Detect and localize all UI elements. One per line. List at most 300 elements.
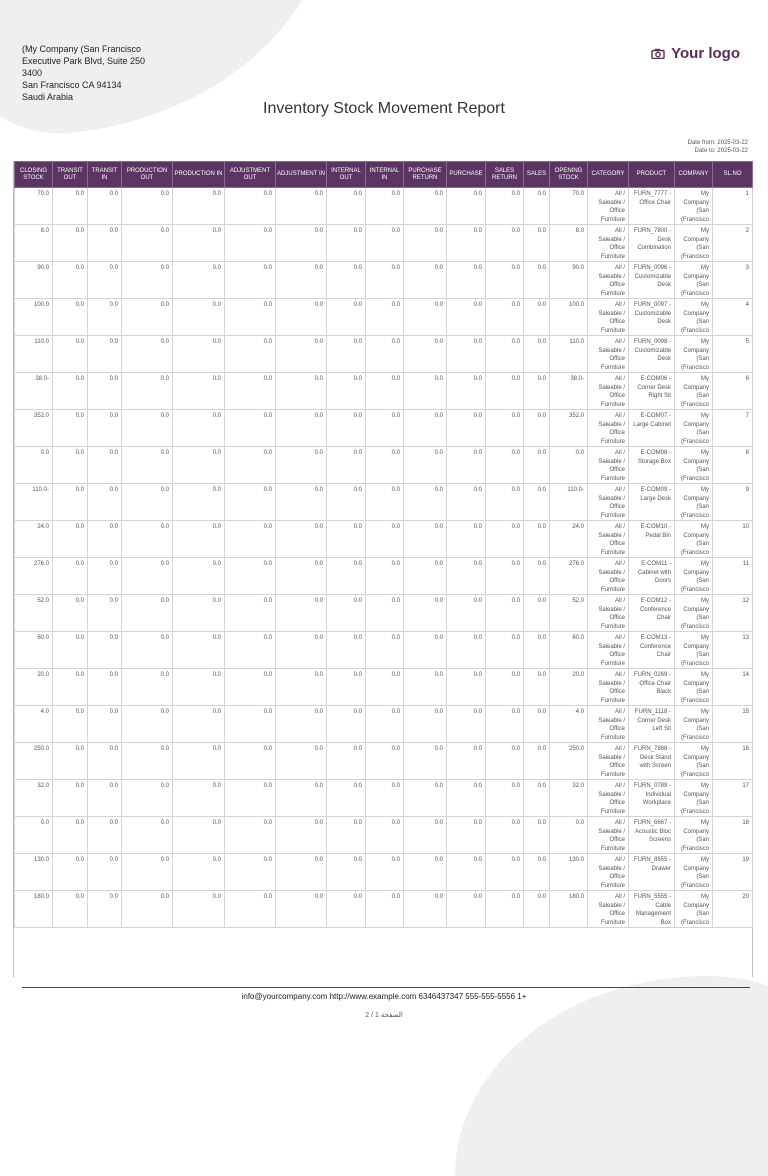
table-cell: 0.0 bbox=[524, 706, 550, 743]
table-cell: 0.0 bbox=[88, 780, 122, 817]
table-cell: 0.0 bbox=[173, 743, 225, 780]
table-cell: 20.0 bbox=[550, 669, 588, 706]
table-cell: 0.0 bbox=[173, 373, 225, 410]
table-cell: All / Saleable / Office Furniture bbox=[588, 891, 629, 928]
table-cell: 0.0 bbox=[276, 225, 327, 262]
table-cell: 0.0 bbox=[366, 447, 404, 484]
table-cell: 0.0 bbox=[173, 706, 225, 743]
table-cell: All / Saleable / Office Furniture bbox=[588, 447, 629, 484]
table-cell: 0.0 bbox=[366, 225, 404, 262]
table-cell: 0.0 bbox=[404, 595, 447, 632]
column-header: CLOSING STOCK bbox=[15, 162, 53, 188]
table-cell: 90.0 bbox=[15, 262, 53, 299]
table-cell: My Company (San (Francisco bbox=[675, 854, 713, 891]
table-cell: 0.0 bbox=[366, 780, 404, 817]
table-cell: 0.0 bbox=[524, 891, 550, 928]
table-cell: 38.0- bbox=[15, 373, 53, 410]
table-cell: 110.0- bbox=[15, 484, 53, 521]
column-header: SALES RETURN bbox=[486, 162, 524, 188]
table-cell: 0.0 bbox=[327, 817, 366, 854]
table-cell: 0.0 bbox=[276, 299, 327, 336]
table-cell: 0.0 bbox=[486, 447, 524, 484]
table-cell: 1 bbox=[713, 188, 753, 225]
table-cell: All / Saleable / Office Furniture bbox=[588, 188, 629, 225]
table-cell: 0.0 bbox=[53, 743, 88, 780]
table-cell: 0.0 bbox=[173, 854, 225, 891]
table-row bbox=[15, 262, 753, 299]
table-cell: 8.0 bbox=[15, 225, 53, 262]
table-cell: 0.0 bbox=[53, 262, 88, 299]
table-cell: 20 bbox=[713, 891, 753, 928]
table-cell: 0.0 bbox=[276, 262, 327, 299]
table-cell: 0.0 bbox=[53, 595, 88, 632]
company-address-line: Saudi Arabia bbox=[22, 92, 74, 102]
table-cell: 0.0 bbox=[447, 336, 486, 373]
table-cell: My Company (San (Francisco bbox=[675, 632, 713, 669]
table-cell: 0.0 bbox=[404, 669, 447, 706]
column-header: ADJUSTMENT IN bbox=[276, 162, 327, 188]
table-cell: 0.0 bbox=[276, 743, 327, 780]
table-cell: 0.0 bbox=[173, 410, 225, 447]
table-cell: 0.0 bbox=[524, 262, 550, 299]
table-cell: 52.0 bbox=[550, 595, 588, 632]
table-cell: 0.0 bbox=[225, 743, 276, 780]
table-cell: 0.0 bbox=[404, 817, 447, 854]
table-cell: 0.0 bbox=[366, 373, 404, 410]
table-cell: 0.0 bbox=[173, 299, 225, 336]
table-cell: All / Saleable / Office Furniture bbox=[588, 558, 629, 595]
table-cell: 0.0 bbox=[524, 225, 550, 262]
table-cell: My Company (San (Francisco bbox=[675, 410, 713, 447]
table-row bbox=[15, 299, 753, 336]
table-cell: 0.0 bbox=[173, 447, 225, 484]
table-cell: 130.0 bbox=[15, 854, 53, 891]
company-address-line: (My Company (San Francisco bbox=[22, 44, 142, 54]
table-cell: 0.0 bbox=[366, 521, 404, 558]
table-cell: 0.0 bbox=[53, 410, 88, 447]
table-cell: 0.0 bbox=[366, 669, 404, 706]
table-cell: 180.0 bbox=[15, 891, 53, 928]
table-cell: 0.0 bbox=[404, 447, 447, 484]
table-cell: FURN_5555 - Cable Management Box bbox=[629, 891, 675, 928]
table-cell: 16 bbox=[713, 743, 753, 780]
table-cell: 70.0 bbox=[550, 188, 588, 225]
table-cell: 0.0 bbox=[122, 780, 173, 817]
table-cell: 0.0 bbox=[524, 669, 550, 706]
table-cell: 0.0 bbox=[447, 817, 486, 854]
table-row bbox=[15, 891, 753, 928]
table-cell: 0.0 bbox=[225, 262, 276, 299]
table-cell: FURN_7777 - Office Chair bbox=[629, 188, 675, 225]
table-cell: 0.0 bbox=[524, 373, 550, 410]
table-cell: 0.0 bbox=[225, 632, 276, 669]
table-cell: 0.0 bbox=[366, 336, 404, 373]
table-cell: All / Saleable / Office Furniture bbox=[588, 225, 629, 262]
report-title: Inventory Stock Movement Report bbox=[263, 100, 505, 117]
table-cell: 52.0 bbox=[15, 595, 53, 632]
column-header: TRANSIT IN bbox=[88, 162, 122, 188]
table-cell: 4 bbox=[713, 299, 753, 336]
table-cell: 0.0 bbox=[122, 336, 173, 373]
table-cell: 100.0 bbox=[550, 299, 588, 336]
table-cell: 0.0 bbox=[524, 817, 550, 854]
table-cell: 0.0 bbox=[366, 299, 404, 336]
table-cell: 0.0 bbox=[225, 854, 276, 891]
table-cell: E-COM12 - Conference Chair bbox=[629, 595, 675, 632]
table-cell: 0.0 bbox=[122, 410, 173, 447]
table-cell: 0.0 bbox=[404, 706, 447, 743]
table-cell: All / Saleable / Office Furniture bbox=[588, 817, 629, 854]
table-cell: 0.0 bbox=[225, 447, 276, 484]
table-cell: 0.0 bbox=[524, 743, 550, 780]
table-cell: My Company (San (Francisco bbox=[675, 706, 713, 743]
table-cell: 0.0 bbox=[447, 410, 486, 447]
table-cell: E-COM10 - Pedal Bin bbox=[629, 521, 675, 558]
page-number: الصفحة 1 / 2 bbox=[365, 1012, 403, 1019]
table-cell: All / Saleable / Office Furniture bbox=[588, 521, 629, 558]
table-cell: 0.0 bbox=[366, 484, 404, 521]
table-cell: 100.0 bbox=[15, 299, 53, 336]
table-cell: 0.0 bbox=[404, 484, 447, 521]
table-cell: 5 bbox=[713, 336, 753, 373]
table-cell: 0.0 bbox=[327, 780, 366, 817]
table-cell: 24.0 bbox=[15, 521, 53, 558]
table-cell: 0.0 bbox=[122, 669, 173, 706]
table-cell: 0.0 bbox=[225, 521, 276, 558]
table-cell: 10 bbox=[713, 521, 753, 558]
table-cell: 32.0 bbox=[550, 780, 588, 817]
table-cell: My Company (San (Francisco bbox=[675, 669, 713, 706]
table-cell: 110.0- bbox=[550, 484, 588, 521]
table-cell: 0.0 bbox=[404, 188, 447, 225]
table-cell: FURN_7800 - Desk Combination bbox=[629, 225, 675, 262]
table-cell: All / Saleable / Office Furniture bbox=[588, 780, 629, 817]
table-cell: 110.0 bbox=[15, 336, 53, 373]
table-cell: FURN_6667 - Acoustic Bloc Screens bbox=[629, 817, 675, 854]
table-cell: 0.0 bbox=[122, 558, 173, 595]
table-cell: 0.0 bbox=[88, 336, 122, 373]
table-row bbox=[15, 817, 753, 854]
table-cell: FURN_7888 - Desk Stand with Screen bbox=[629, 743, 675, 780]
table-cell: 0.0 bbox=[447, 484, 486, 521]
table-cell: 0.0 bbox=[327, 854, 366, 891]
table-cell: 0.0 bbox=[366, 743, 404, 780]
table-cell: 38.0- bbox=[550, 373, 588, 410]
table-cell: My Company (San (Francisco bbox=[675, 262, 713, 299]
table-cell: 11 bbox=[713, 558, 753, 595]
table-cell: 0.0 bbox=[53, 225, 88, 262]
column-header: TRANSIT OUT bbox=[53, 162, 88, 188]
table-cell: 0.0 bbox=[276, 558, 327, 595]
table-cell: 0.0 bbox=[122, 447, 173, 484]
camera-icon bbox=[651, 48, 665, 59]
table-cell: 0.0 bbox=[88, 743, 122, 780]
table-cell: 0.0 bbox=[404, 225, 447, 262]
table-cell: 0.0 bbox=[327, 743, 366, 780]
table-cell: 0.0 bbox=[404, 410, 447, 447]
table-cell: 0.0 bbox=[486, 891, 524, 928]
table-cell: 0.0 bbox=[15, 817, 53, 854]
table-cell: All / Saleable / Office Furniture bbox=[588, 484, 629, 521]
table-cell: 0.0 bbox=[88, 817, 122, 854]
table-cell: 0.0 bbox=[486, 854, 524, 891]
table-cell: 0.0 bbox=[366, 558, 404, 595]
table-cell: 0.0 bbox=[327, 706, 366, 743]
table-cell: 0.0 bbox=[524, 447, 550, 484]
table-cell: 0.0 bbox=[447, 373, 486, 410]
table-cell: 0.0 bbox=[486, 817, 524, 854]
column-header: PURCHASE RETURN bbox=[404, 162, 447, 188]
table-cell: 0.0 bbox=[53, 854, 88, 891]
table-cell: My Company (San (Francisco bbox=[675, 225, 713, 262]
table-cell: 0.0 bbox=[225, 373, 276, 410]
table-cell: 0.0 bbox=[404, 262, 447, 299]
table-cell: My Company (San (Francisco bbox=[675, 817, 713, 854]
table-cell: 0.0 bbox=[88, 706, 122, 743]
table-cell: 250.0 bbox=[550, 743, 588, 780]
table-cell: 0.0 bbox=[524, 299, 550, 336]
table-cell: 0.0 bbox=[404, 521, 447, 558]
table-cell: 0.0 bbox=[122, 595, 173, 632]
table-cell: 0.0 bbox=[524, 558, 550, 595]
table-cell: 17 bbox=[713, 780, 753, 817]
table-cell: 0.0 bbox=[447, 632, 486, 669]
table-cell: 0.0 bbox=[447, 447, 486, 484]
table-cell: 0.0 bbox=[53, 299, 88, 336]
table-cell: 0.0 bbox=[225, 817, 276, 854]
table-cell: My Company (San (Francisco bbox=[675, 188, 713, 225]
table-cell: 0.0 bbox=[327, 262, 366, 299]
table-cell: FURN_0098 - Customizable Desk bbox=[629, 336, 675, 373]
company-logo bbox=[651, 45, 740, 62]
table-cell: 352.0 bbox=[15, 410, 53, 447]
table-cell: 0.0 bbox=[88, 521, 122, 558]
table-row bbox=[15, 558, 753, 595]
table-cell: 0.0 bbox=[53, 188, 88, 225]
table-cell: 0.0 bbox=[88, 891, 122, 928]
table-row bbox=[15, 595, 753, 632]
table-cell: 0.0 bbox=[524, 484, 550, 521]
table-cell: All / Saleable / Office Furniture bbox=[588, 669, 629, 706]
table-cell: 0.0 bbox=[53, 817, 88, 854]
column-header: PRODUCTION OUT bbox=[122, 162, 173, 188]
table-cell: 0.0 bbox=[486, 262, 524, 299]
table-cell: 8.0 bbox=[550, 225, 588, 262]
table-cell: 0.0 bbox=[366, 188, 404, 225]
table-cell: 0.0 bbox=[327, 595, 366, 632]
table-cell: My Company (San (Francisco bbox=[675, 336, 713, 373]
footer-decoration bbox=[455, 976, 768, 1176]
company-address-line: Executive Park Blvd, Suite 250 bbox=[22, 56, 146, 66]
table-cell: 0.0 bbox=[276, 484, 327, 521]
table-row bbox=[15, 706, 753, 743]
table-cell: All / Saleable / Office Furniture bbox=[588, 262, 629, 299]
table-cell: E-COM06 - Corner Desk Right Sit bbox=[629, 373, 675, 410]
table-row bbox=[15, 447, 753, 484]
table-cell: 352.0 bbox=[550, 410, 588, 447]
table-cell: 0.0 bbox=[88, 447, 122, 484]
table-cell: 0.0 bbox=[173, 188, 225, 225]
column-header: PRODUCTION IN bbox=[173, 162, 225, 188]
table-cell: My Company (San (Francisco bbox=[675, 743, 713, 780]
table-cell: 0.0 bbox=[53, 669, 88, 706]
table-cell: 0.0 bbox=[122, 521, 173, 558]
table-cell: FURN_8855 - Drawer bbox=[629, 854, 675, 891]
table-cell: 0.0 bbox=[122, 706, 173, 743]
table-cell: 0.0 bbox=[88, 669, 122, 706]
table-cell: 250.0 bbox=[15, 743, 53, 780]
table-cell: 0.0 bbox=[366, 262, 404, 299]
table-cell: 0.0 bbox=[486, 188, 524, 225]
column-header: ADJUSTMENT OUT bbox=[225, 162, 276, 188]
table-cell: 0.0 bbox=[550, 447, 588, 484]
table-cell: 0.0 bbox=[404, 299, 447, 336]
table-cell: 9 bbox=[713, 484, 753, 521]
table-cell: 0.0 bbox=[122, 299, 173, 336]
table-cell: 0.0 bbox=[486, 225, 524, 262]
table-cell: 0.0 bbox=[404, 891, 447, 928]
table-cell: 0.0 bbox=[524, 854, 550, 891]
table-cell: 0.0 bbox=[88, 632, 122, 669]
table-cell: 24.0 bbox=[550, 521, 588, 558]
table-cell: 0.0 bbox=[53, 447, 88, 484]
table-header-row bbox=[15, 162, 753, 188]
table-cell: My Company (San (Francisco bbox=[675, 299, 713, 336]
table-row bbox=[15, 780, 753, 817]
table-cell: 0.0 bbox=[327, 188, 366, 225]
table-cell: 0.0 bbox=[88, 299, 122, 336]
table-cell: 0.0 bbox=[53, 632, 88, 669]
table-cell: FURN_0097 - Customizable Desk bbox=[629, 299, 675, 336]
table-cell: 0.0 bbox=[327, 669, 366, 706]
table-cell: 0.0 bbox=[486, 595, 524, 632]
table-cell: 0.0 bbox=[276, 521, 327, 558]
table-cell: 0.0 bbox=[276, 780, 327, 817]
table-cell: My Company (San (Francisco bbox=[675, 780, 713, 817]
table-cell: 12 bbox=[713, 595, 753, 632]
table-body bbox=[15, 188, 753, 928]
table-cell: 0.0 bbox=[225, 410, 276, 447]
report-dates bbox=[688, 139, 748, 155]
date-to: Date to: 2025-03-22 bbox=[694, 148, 748, 154]
table-cell: My Company (San (Francisco bbox=[675, 373, 713, 410]
table-row bbox=[15, 336, 753, 373]
table-cell: 0.0 bbox=[276, 410, 327, 447]
table-cell: E-COM09 - Large Desk bbox=[629, 484, 675, 521]
table-cell: 7 bbox=[713, 410, 753, 447]
table-cell: 0.0 bbox=[225, 336, 276, 373]
table-cell: 19 bbox=[713, 854, 753, 891]
table-cell: 0.0 bbox=[122, 484, 173, 521]
column-header: INTERNAL OUT bbox=[327, 162, 366, 188]
table-cell: 0.0 bbox=[173, 484, 225, 521]
column-header: CATEGORY bbox=[588, 162, 629, 188]
table-cell: 0.0 bbox=[88, 854, 122, 891]
column-header: OPENING STOCK bbox=[550, 162, 588, 188]
table-cell: All / Saleable / Office Furniture bbox=[588, 743, 629, 780]
table-cell: My Company (San (Francisco bbox=[675, 891, 713, 928]
column-header: PRODUCT bbox=[629, 162, 675, 188]
table-cell: 0.0 bbox=[88, 484, 122, 521]
table-cell: 0.0 bbox=[173, 521, 225, 558]
table-cell: 0.0 bbox=[276, 188, 327, 225]
table-cell: All / Saleable / Office Furniture bbox=[588, 595, 629, 632]
table-cell: 0.0 bbox=[122, 817, 173, 854]
table-row bbox=[15, 225, 753, 262]
table-cell: 0.0 bbox=[173, 780, 225, 817]
table-cell: 0.0 bbox=[122, 373, 173, 410]
table-cell: 0.0 bbox=[447, 558, 486, 595]
table-cell: All / Saleable / Office Furniture bbox=[588, 299, 629, 336]
table-cell: 0.0 bbox=[524, 336, 550, 373]
table-cell: 0.0 bbox=[88, 188, 122, 225]
table-cell: 0.0 bbox=[447, 188, 486, 225]
table-cell: 14 bbox=[713, 669, 753, 706]
table-cell: 0.0 bbox=[486, 632, 524, 669]
table-cell: 0.0 bbox=[486, 336, 524, 373]
table-cell: 0.0 bbox=[327, 521, 366, 558]
table-cell: 90.0 bbox=[550, 262, 588, 299]
table-cell: 0.0 bbox=[366, 595, 404, 632]
table-cell: 0.0 bbox=[366, 632, 404, 669]
table-row bbox=[15, 854, 753, 891]
table-cell: 0.0 bbox=[524, 780, 550, 817]
column-header: PURCHASE bbox=[447, 162, 486, 188]
table-cell: 0.0 bbox=[225, 484, 276, 521]
table-row bbox=[15, 669, 753, 706]
table-cell: FURN_0789 - Individual Workplace bbox=[629, 780, 675, 817]
table-cell: 70.0 bbox=[15, 188, 53, 225]
table-cell: 0.0 bbox=[447, 262, 486, 299]
table-cell: 0.0 bbox=[366, 706, 404, 743]
table-cell: My Company (San (Francisco bbox=[675, 447, 713, 484]
column-header: SL.NO bbox=[713, 162, 753, 188]
stock-table-container bbox=[13, 161, 753, 977]
table-cell: 0.0 bbox=[173, 262, 225, 299]
table-cell: My Company (San (Francisco bbox=[675, 484, 713, 521]
table-cell: E-COM11 - Cabinet with Doors bbox=[629, 558, 675, 595]
table-cell: 0.0 bbox=[88, 262, 122, 299]
table-cell: 276.0 bbox=[15, 558, 53, 595]
company-address bbox=[22, 43, 192, 103]
table-cell: E-COM13 - Conference Chair bbox=[629, 632, 675, 669]
table-cell: FURN_0269 - Office Chair Black bbox=[629, 669, 675, 706]
footer-divider bbox=[22, 987, 750, 988]
table-cell: 0.0 bbox=[524, 595, 550, 632]
table-cell: 0.0 bbox=[486, 484, 524, 521]
table-cell: 0.0 bbox=[276, 632, 327, 669]
table-cell: 0.0 bbox=[122, 225, 173, 262]
table-cell: 0.0 bbox=[366, 891, 404, 928]
table-cell: 0.0 bbox=[486, 299, 524, 336]
table-cell: All / Saleable / Office Furniture bbox=[588, 373, 629, 410]
table-cell: 0.0 bbox=[53, 521, 88, 558]
table-cell: 0.0 bbox=[225, 299, 276, 336]
table-cell: 0.0 bbox=[486, 743, 524, 780]
table-cell: 0.0 bbox=[276, 595, 327, 632]
table-cell: 0.0 bbox=[173, 817, 225, 854]
table-cell: 0.0 bbox=[327, 299, 366, 336]
table-cell: 0.0 bbox=[225, 558, 276, 595]
table-cell: 0.0 bbox=[173, 669, 225, 706]
table-row bbox=[15, 632, 753, 669]
table-cell: 0.0 bbox=[327, 447, 366, 484]
table-cell: 0.0 bbox=[447, 225, 486, 262]
table-cell: 13 bbox=[713, 632, 753, 669]
table-cell: My Company (San (Francisco bbox=[675, 558, 713, 595]
table-cell: 0.0 bbox=[486, 780, 524, 817]
table-cell: 180.0 bbox=[550, 891, 588, 928]
